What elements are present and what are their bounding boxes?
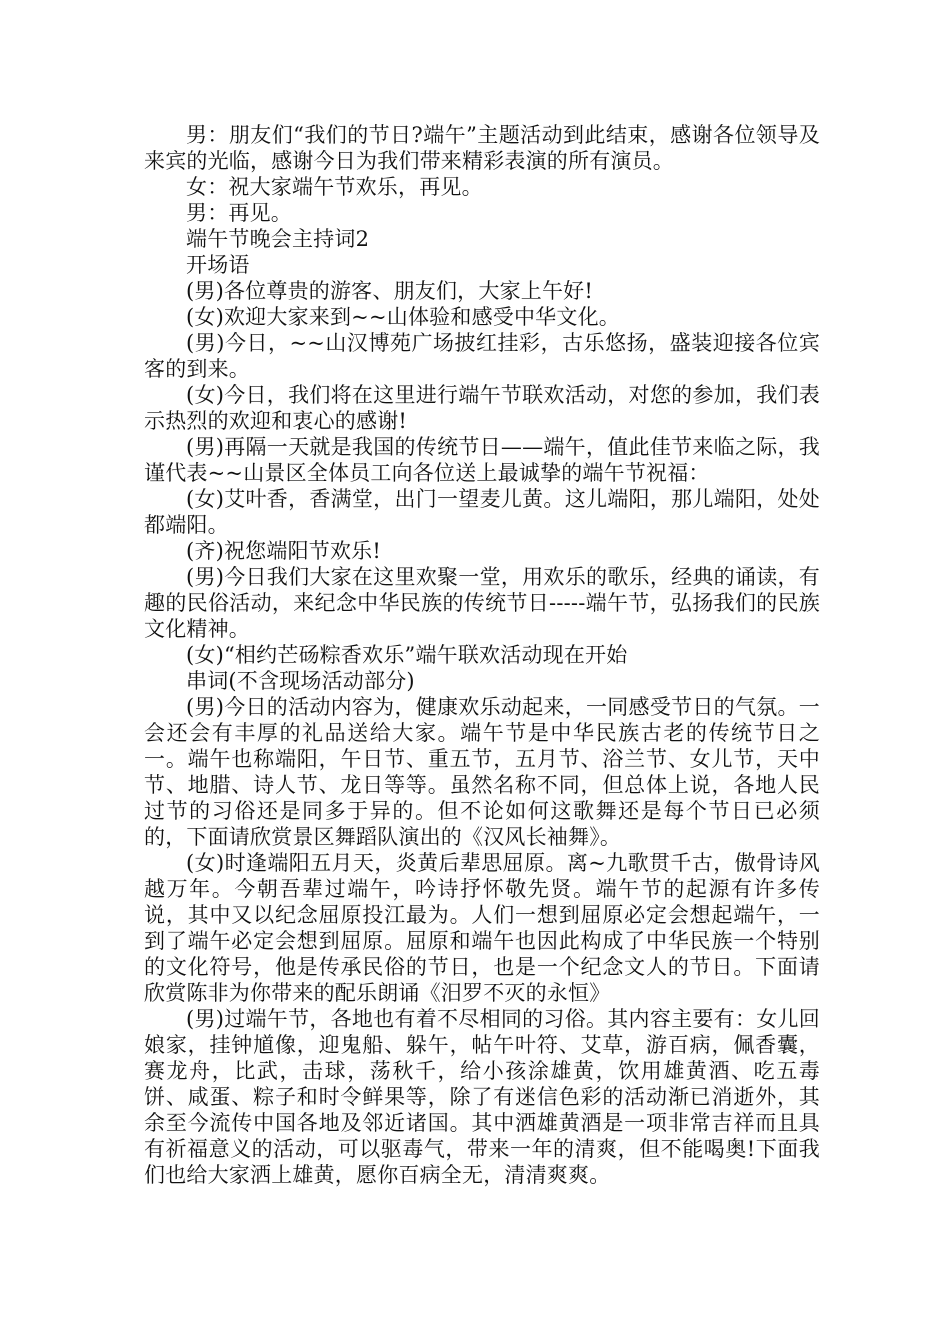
paragraph-activities-male: (男)今日的活动内容为，健康欢乐动起来，一同感受节日的气氛。一会还会有丰厚的礼品送给大家。端午节是中华民族古老的传统节日之一。端午也称端阳，午日节、重五节，五月节、浴兰节、女儿节，天中节、地腊、诗人节、龙日等等。虽然名称不同，但总体上说，各地人民过节的习俗还是同多于异的。但不论如何这歌舞还是每个节日已必须的，下面请欣赏景区舞蹈队演出的《汉风长袖舞》。 — [144, 695, 820, 849]
paragraph-poem-female: (女)艾叶香，香满堂，出门一望麦儿黄。这儿端阳，那儿端阳，处处都端阳。 — [144, 487, 820, 537]
section-title: 端午节晚会主持词2 — [186, 227, 370, 251]
paragraph-gathering-male: (男)今日我们大家在这里欢聚一堂，用欢乐的歌乐，经典的诵读，有趣的民俗活动，来纪念中华民族的传统节日-----端午节，弘扬我们的民族文化精神。 — [144, 565, 820, 641]
paragraph-customs-male: (男)过端午节，各地也有着不尽相同的习俗。其内容主要有：女儿回娘家，挂钟馗像，迎鬼船、躲午，帖午叶符、艾草，游百病，佩香囊，赛龙舟，比武，击球，荡秋千，给小孩涂雄黄，饮用雄黄酒、吃五毒饼、咸蛋、粽子和时令鲜果等，除了有迷信色彩的活动渐已消逝外，其余至今流传中国各地及邻近诸国。其中洒雄黄酒是一项非常吉祥而且具有祈福意义的活动，可以驱毒气，带来一年的清爽，但不能喝奥!下面我们也给大家洒上雄黄，愿你百病全无，清清爽爽。 — [144, 1007, 820, 1187]
paragraph-closing-male: 男：朋友们“我们的节日?端午”主题活动到此结束，感谢各位领导及来宾的光临，感谢今日为我们带来精彩表演的所有演员。 — [144, 123, 820, 173]
section-subtitle-transitions: 串词(不含现场活动部分) — [186, 669, 415, 693]
paragraph-start-female: (女)“相约芒砀粽香欢乐”端午联欢活动现在开始 — [186, 643, 628, 667]
paragraph-today-female: (女)今日，我们将在这里进行端午节联欢活动，对您的参加，我们表示热烈的欢迎和衷心的感谢! — [144, 383, 820, 433]
document-body — [144, 122, 820, 1188]
paragraph-greeting-male: (男)各位尊贵的游客、朋友们，大家上午好! — [186, 279, 594, 303]
paragraph-today-male: (男)今日，~~山汉博苑广场披红挂彩，古乐悠扬，盛装迎接各位宾客的到来。 — [144, 331, 820, 381]
paragraph-together: (齐)祝您端阳节欢乐! — [186, 539, 382, 563]
paragraph-closing-female: 女：祝大家端午节欢乐，再见。 — [186, 175, 483, 199]
paragraph-goodbye-male: 男：再见。 — [186, 201, 292, 225]
section-subtitle-opening: 开场语 — [186, 253, 250, 277]
paragraph-quyuan-female: (女)时逢端阳五月天，炎黄后辈思屈原。离~九歌贯千古，傲骨诗风越万年。今朝吾辈过端午，吟诗抒怀敬先贤。端午节的起源有许多传说，其中又以纪念屈原投江最为。人们一想到屈原必定会想起端午，一到了端午必定会想到屈原。屈原和端午也因此构成了中华民族一个特别的文化符号，他是传承民俗的节日，也是一个纪念文人的节日。下面请欣赏陈非为你带来的配乐朗诵《汨罗不灭的永恒》 — [144, 851, 820, 1005]
paragraph-welcome-female: (女)欢迎大家来到~~山体验和感受中华文化。 — [186, 305, 620, 329]
paragraph-festival-male: (男)再隔一天就是我国的传统节日——端午，值此佳节来临之际，我谨代表~~山景区全体员工向各位送上最诚挚的端午节祝福： — [144, 435, 820, 485]
